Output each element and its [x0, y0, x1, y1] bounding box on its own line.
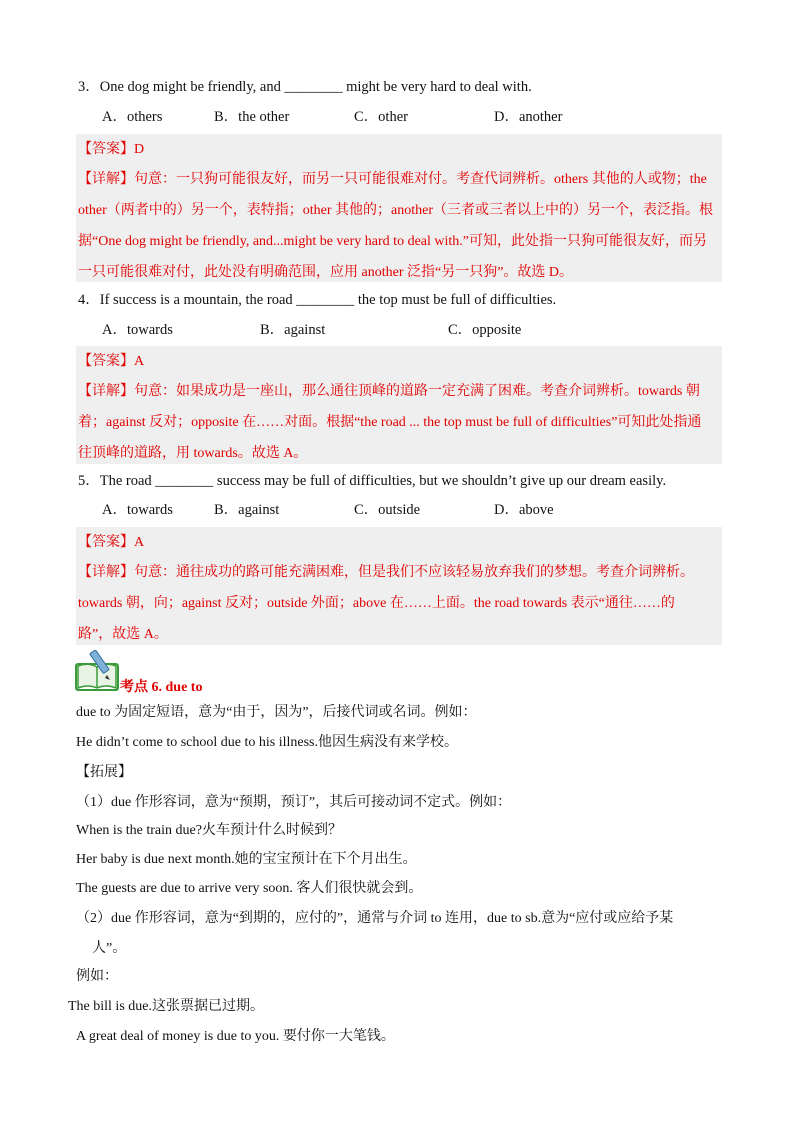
keypoint-header — [74, 650, 274, 695]
answer-block-5 — [76, 527, 722, 645]
option-b: B．against — [260, 322, 326, 338]
option-a: A．towards — [102, 322, 173, 338]
explanation-line: 【详解】句意：如果成功是一座山，那么通往顶峰的道路一定充满了困难。考查介词辨析。towards 朝 — [78, 384, 700, 399]
body-line: 人”。 — [92, 941, 127, 956]
answer-label: 【答案】A — [78, 354, 145, 369]
option-a: A．towards — [102, 502, 173, 518]
question-3-stem: 3．One dog might be friendly, and ________ might be very hard to deal with. — [78, 79, 532, 95]
body-line: The guests are due to arrive very soon. 客人们很快就会到。 — [76, 881, 423, 896]
explanation-line: 据“One dog might be friendly, and...might be very hard to deal with.”可知，此处指一只狗可能很友好，而另 — [78, 234, 707, 249]
explanation-line: other（两者中的）另一个，表特指；other 其他的；another（三者或三者以上中的）另一个，表泛指。根 — [78, 203, 714, 218]
explanation-line: towards 朝，向；against 反对；outside 外面；above 在……上面。the road towards 表示“通往……的 — [78, 596, 675, 611]
answer-block-3 — [76, 134, 722, 282]
body-line: due to 为固定短语，意为“由于，因为”，后接代词或名词。例如： — [76, 705, 477, 720]
body-line: 【拓展】 — [76, 765, 132, 780]
option-c: C．other — [354, 109, 408, 125]
body-line: He didn’t come to school due to his illness.他因生病没有来学校。 — [76, 735, 458, 750]
option-d: D．another — [494, 109, 563, 125]
explanation-line: 往顶峰的道路，用 towards。故选 A。 — [78, 446, 308, 461]
body-line: （2）due 作形容词，意为“到期的，应付的”，通常与介词 to 连用，due to sb.意为“应付或应给予某 — [76, 911, 674, 926]
body-line: When is the train due?火车预计什么时候到？ — [76, 823, 342, 838]
body-line: Her baby is due next month.她的宝宝预计在下个月出生。 — [76, 852, 417, 867]
explanation-line: 【详解】句意：通往成功的路可能充满困难，但是我们不应该轻易放弃我们的梦想。考查介词辨析。 — [78, 565, 694, 580]
option-d: D．above — [494, 502, 554, 518]
body-line: A great deal of money is due to you. 要付你一大笔钱。 — [76, 1029, 395, 1044]
question-5-stem: 5．The road ________ success may be full of difficulties, but we shouldn’t give up our dream easily. — [78, 473, 667, 489]
option-b: B．the other — [214, 109, 290, 125]
explanation-line: 路”，故选 A。 — [78, 627, 168, 642]
answer-block-4 — [76, 346, 722, 464]
option-c: C．opposite — [448, 322, 522, 338]
explanation-line: 【详解】句意：一只狗可能很友好，而另一只可能很难对付。考查代词辨析。others 其他的人或物；the — [78, 172, 707, 187]
body-line: The bill is due.这张票据已过期。 — [68, 999, 264, 1014]
explanation-line: 着；against 反对；opposite 在……对面。根据“the road ... the top must be full of difficulties”可知此处指通 — [78, 415, 702, 430]
question-4-stem: 4．If success is a mountain, the road ________ the top must be full of difficulties. — [78, 292, 557, 308]
option-c: C．outside — [354, 502, 421, 518]
option-a: A．others — [102, 109, 163, 125]
body-line: （1）due 作形容词，意为“预期，预订”，其后可接动词不定式。例如： — [76, 795, 512, 810]
body-line: 例如： — [76, 969, 118, 984]
answer-label: 【答案】A — [78, 535, 145, 550]
keypoint-title: 考点 6. due to — [120, 680, 203, 695]
book-pencil-icon — [74, 650, 120, 692]
option-b: B．against — [214, 502, 280, 518]
explanation-line: 一只可能很难对付，此处没有明确范围，应用 another 泛指“另一只狗”。故选 D。 — [78, 265, 574, 280]
answer-label: 【答案】D — [78, 142, 145, 157]
